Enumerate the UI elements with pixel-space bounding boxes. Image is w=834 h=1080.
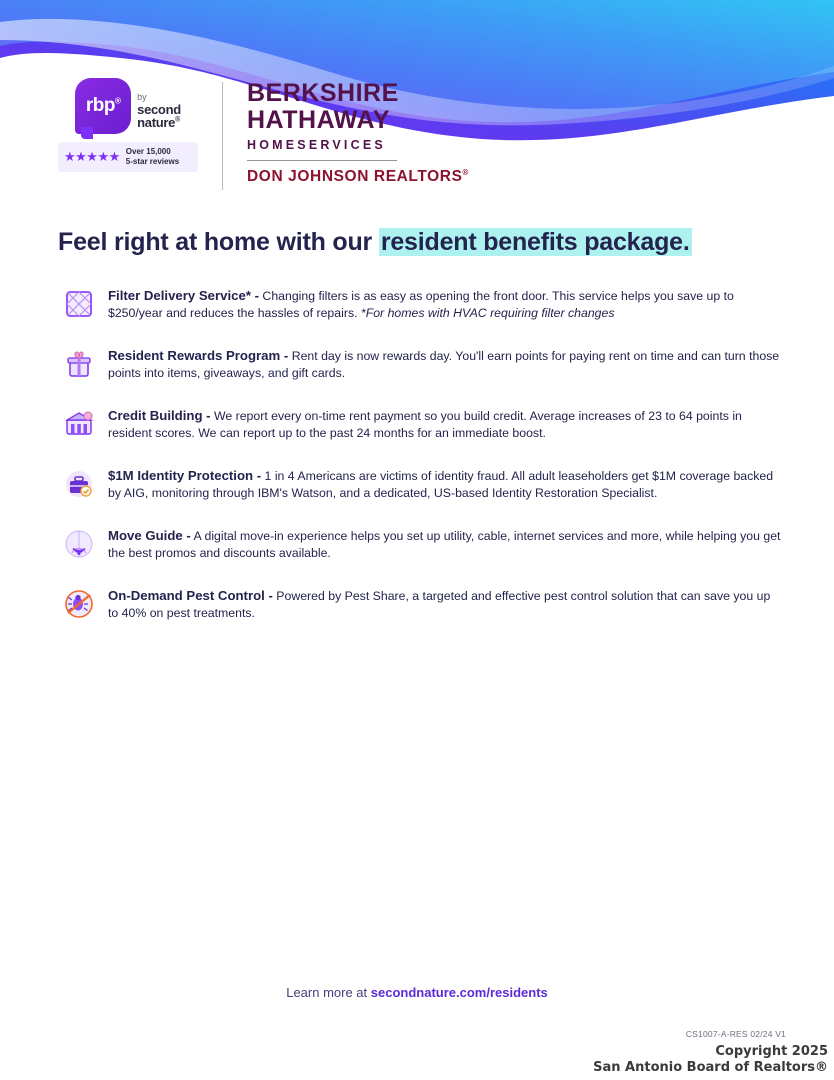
benefit-name: Filter Delivery Service* - — [108, 288, 260, 303]
learn-more-prefix: Learn more at — [286, 985, 371, 1000]
list-item-text — [108, 283, 783, 321]
by-label: by — [137, 92, 147, 103]
benefit-body: Rent day is now rewards day. You'll earn points for paying rent on time and can turn those points into items, giveaways, and gift cards. — [108, 349, 780, 380]
list-item-text — [108, 463, 783, 501]
list-item — [58, 523, 783, 565]
copyright-watermark — [593, 1044, 828, 1077]
rbp-badge-icon — [75, 78, 131, 134]
benefit-name: Credit Building - — [108, 408, 211, 423]
logo-divider — [222, 82, 223, 190]
reviews-count: Over 15,000 — [125, 147, 171, 156]
second-nature-sup: ® — [175, 117, 180, 125]
office-name: DON JOHNSON REALTORS® — [247, 168, 470, 186]
list-item — [58, 283, 783, 325]
secondnature-link[interactable]: secondnature.com/residents — [370, 985, 548, 1000]
second-nature-line2: nature® — [137, 115, 180, 131]
identity-shield-icon — [58, 463, 100, 505]
list-item-text — [108, 583, 783, 621]
move-guide-wifi-icon — [58, 523, 100, 565]
list-item-text — [108, 343, 783, 381]
benefit-body: 1 in 4 Americans are victims of identity fraud. All adult leaseholders get $1M coverage backed by AIG, monitoring through IBM's Watson, and a dedicated, US-based Identity Restoration Specialist. — [108, 469, 774, 500]
rewards-gift-icon — [58, 343, 100, 385]
benefit-name: $1M Identity Protection - — [108, 468, 262, 483]
benefit-body: We report every on-time rent payment so you build credit. Average increases of 23 to 64 points in resident scores. We can report up to the past 24 months for an immediate boost. — [108, 409, 742, 440]
reviews-badge — [58, 142, 198, 172]
company-name-line2: HATHAWAY — [247, 106, 390, 134]
benefit-name: On-Demand Pest Control - — [108, 588, 273, 603]
reviews-label: 5-star reviews — [125, 157, 180, 166]
rbp-logo-block — [58, 78, 198, 172]
benefit-note: *For homes with HVAC requiring filter changes — [360, 305, 615, 320]
second-nature-wordmark — [137, 93, 181, 134]
copyright-line2: San Antonio Board of Realtors® — [593, 1059, 828, 1075]
pest-control-icon — [58, 583, 100, 625]
rbp-logo — [75, 78, 181, 134]
document-code: CS1007-A-RES 02/24 V1 — [685, 1029, 786, 1039]
company-name-line1: BERKSHIRE — [247, 79, 399, 107]
list-item-text — [108, 403, 783, 441]
learn-more-line — [0, 985, 834, 1000]
list-item-text — [108, 523, 783, 561]
logo-row — [58, 78, 469, 194]
company-subtitle: HOMESERVICES — [247, 138, 386, 152]
rbp-logo-sup: ® — [114, 96, 121, 106]
list-item — [58, 583, 783, 625]
filter-icon — [58, 283, 100, 325]
benefit-body: Changing filters is as easy as opening the front door. This service helps you save up to $250/year and reduces the hassles of repairs. — [108, 289, 734, 320]
headline-plain: Feel right at home with our — [58, 228, 379, 256]
headline-highlight: resident benefits package. — [380, 228, 690, 256]
benefit-name: Move Guide - — [108, 528, 191, 543]
office-sup: ® — [462, 168, 470, 177]
second-nature-line1: second — [137, 101, 181, 117]
page-title — [58, 228, 788, 257]
list-item — [58, 403, 783, 445]
reviews-text — [126, 147, 179, 167]
copyright-line1: Copyright 2025 — [715, 1043, 828, 1059]
star-rating-icon: ★★★★★ — [64, 149, 120, 164]
rbp-logo-text: rbp® — [85, 95, 121, 116]
company-rule — [247, 160, 397, 161]
list-item — [58, 343, 783, 385]
benefit-body: Powered by Pest Share, a targeted and effective pest control solution that can save you up to 40% on pest treatments. — [108, 589, 771, 620]
benefits-list — [58, 283, 783, 643]
benefit-body: A digital move-in experience helps you set up utility, cable, internet services and more, while helping you get the best promos and discounts available. — [108, 529, 781, 560]
list-item — [58, 463, 783, 505]
berkshire-hathaway-logo — [247, 78, 469, 186]
credit-building-icon — [58, 403, 100, 445]
benefit-name: Resident Rewards Program - — [108, 348, 289, 363]
